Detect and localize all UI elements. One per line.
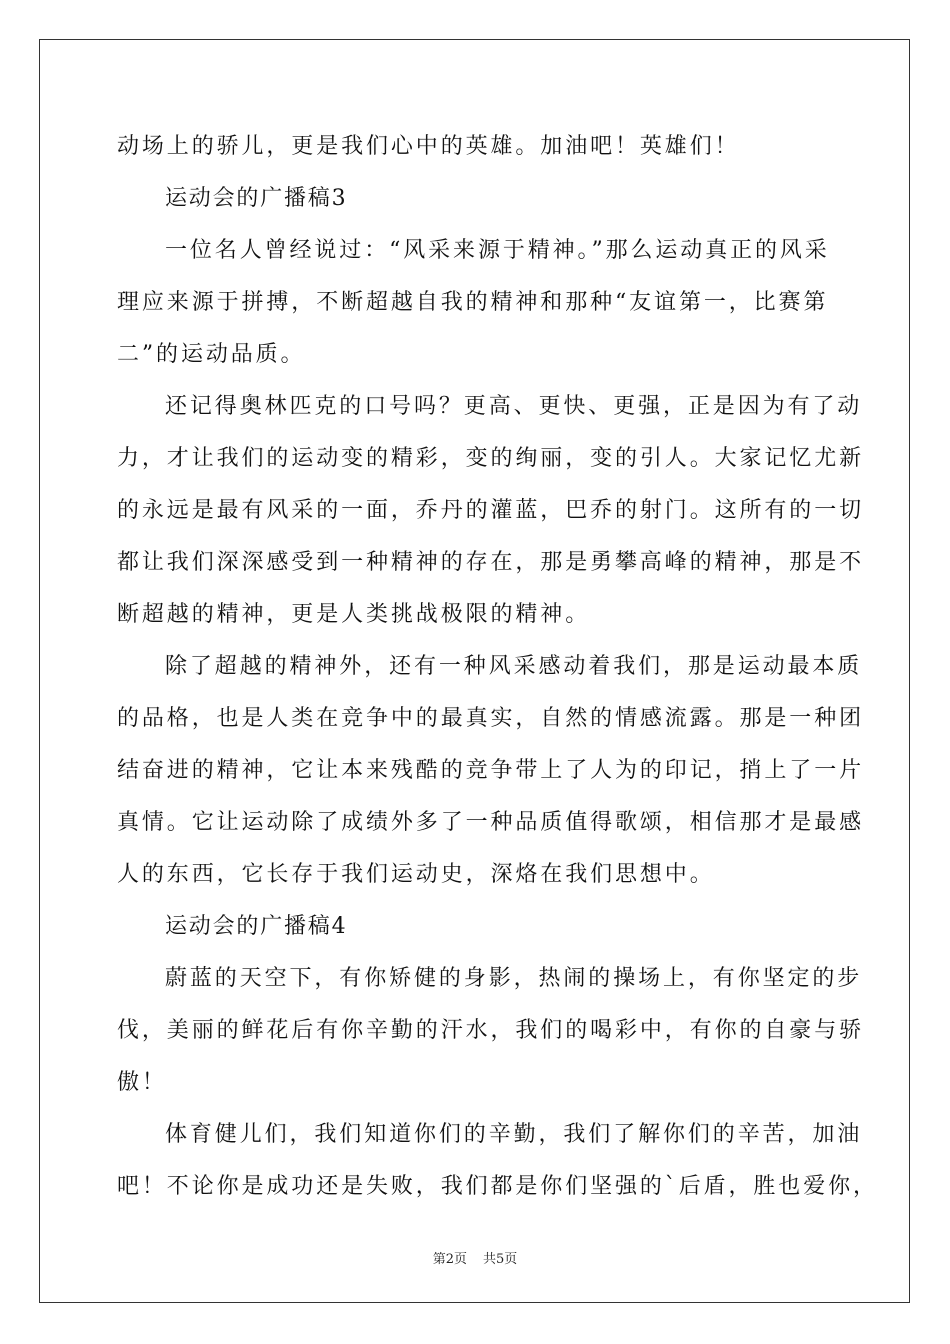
text-line: 都让我们深深感受到一种精神的存在，那是勇攀高峰的精神，那是不 <box>117 550 865 575</box>
page-footer <box>0 1248 950 1267</box>
text-line: 理应来源于拼搏，不断超越自我的精神和那种“友谊第一，比赛第 <box>117 290 829 315</box>
paragraph-first-line: 一位名人曾经说过：“风采来源于精神。”那么运动真正的风采 <box>165 238 830 263</box>
text-line: 二”的运动品质。 <box>117 342 306 367</box>
document-body <box>117 121 878 1213</box>
text-line: 结奋进的精神，它让本来残酷的竞争带上了人为的印记，捎上了一片 <box>117 758 865 783</box>
total-pages-label: 共5页 <box>483 1252 518 1267</box>
paragraph-first-line: 还记得奥林匹克的口号吗？更高、更快、更强，正是因为有了动 <box>165 394 863 419</box>
text-line: 傲！ <box>117 1070 167 1095</box>
text-line: 动场上的骄儿，更是我们心中的英雄。加油吧！英雄们！ <box>117 134 740 159</box>
current-page-label: 第2页 <box>432 1252 467 1267</box>
text-line: 的品格，也是人类在竞争中的最真实，自然的情感流露。那是一种团 <box>117 706 865 731</box>
text-line: 真情。它让运动除了成绩外多了一种品质值得歌颂，相信那才是最感 <box>117 810 865 835</box>
paragraph-first-line: 除了超越的精神外，还有一种风采感动着我们，那是运动最本质 <box>165 654 863 679</box>
section-heading: 运动会的广播稿4 <box>165 914 348 939</box>
paragraph-first-line: 体育健儿们，我们知道你们的辛勤，我们了解你们的辛苦，加油 <box>165 1122 863 1147</box>
text-line: 吧！不论你是成功还是失败，我们都是你们坚强的`后盾，胜也爱你， <box>117 1174 878 1199</box>
text-line: 人的东西，它长存于我们运动史，深烙在我们思想中。 <box>117 862 715 887</box>
text-line: 的永远是最有风采的一面，乔丹的灌蓝，巴乔的射门。这所有的一切 <box>117 498 865 523</box>
paragraph-first-line: 蔚蓝的天空下，有你矫健的身影，热闹的操场上，有你坚定的步 <box>165 966 863 991</box>
text-line: 断超越的精神，更是人类挑战极限的精神。 <box>117 602 591 627</box>
text-line: 伐，美丽的鲜花后有你辛勤的汗水，我们的喝彩中，有你的自豪与骄 <box>117 1018 865 1043</box>
text-line: 力，才让我们的运动变的精彩，变的绚丽，变的引人。大家记忆尤新 <box>117 446 865 471</box>
section-heading: 运动会的广播稿3 <box>165 186 348 211</box>
